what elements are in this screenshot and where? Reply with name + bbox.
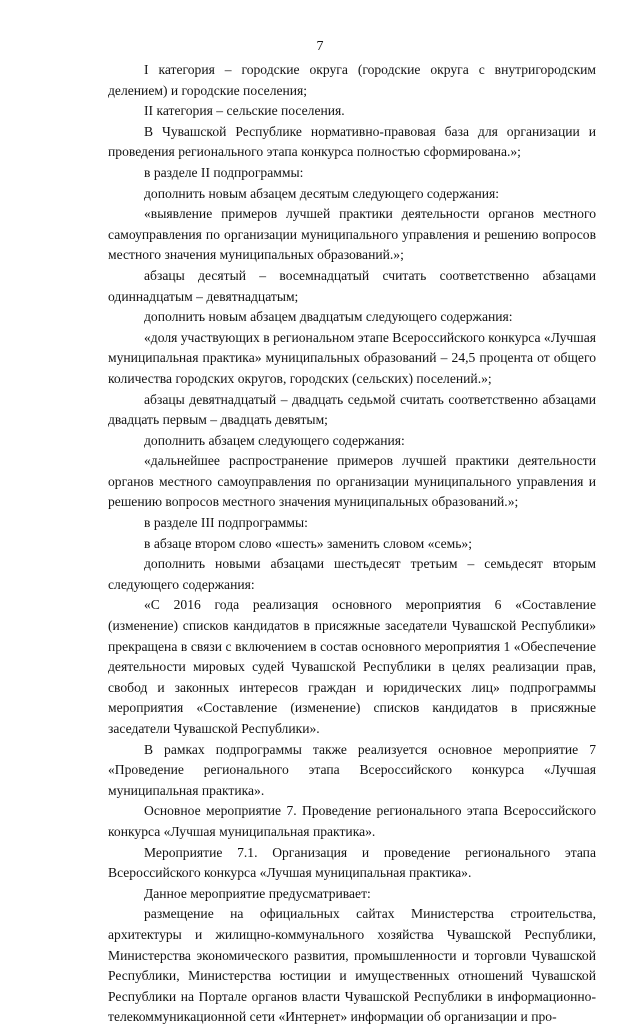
paragraph: «доля участвующих в региональном этапе Всероссийского конкурса «Лучшая муниципальная практика» муниципальных образований – 24,5 процента от общего количества городских округов, городских (сельских) поселений.»; bbox=[108, 329, 596, 386]
paragraph: дополнить новым абзацем двадцатым следующего содержания: bbox=[144, 309, 513, 325]
paragraph: абзацы десятый – восемнадцатый считать соответственно абзацами одиннадцатым – девятнадцатым; bbox=[108, 267, 596, 304]
paragraph: «дальнейшее распространение примеров лучшей практики деятельности органов местного самоуправления по организации муниципального управления и решению вопросов местного значения муниципальных образований.»; bbox=[108, 453, 596, 510]
document-body bbox=[108, 60, 596, 1028]
paragraph: размещение на официальных сайтах Министерства строительства, архитектуры и жилищно-коммунального хозяйства Чувашской Республики, Министерства экономического развития, промышленности и торговли Чувашской Республики, Министерства юстиции и имущественных отношений Чувашской Республики на Портале органов власти Чувашской Республики в информационно-телекоммуникационной сети «Интернет» информации об организации и про- bbox=[108, 906, 596, 1025]
paragraph: абзацы девятнадцатый – двадцать седьмой считать соответственно абзацами двадцать первым – двадцать девятым; bbox=[108, 391, 596, 428]
paragraph: В рамках подпрограммы также реализуется основное мероприятие 7 «Проведение регионального этапа Всероссийского конкурса «Лучшая муниципальная практика». bbox=[108, 741, 596, 798]
paragraph: II категория – сельские поселения. bbox=[144, 103, 345, 119]
paragraph: дополнить абзацем следующего содержания: bbox=[144, 432, 405, 448]
paragraph: Данное мероприятие предусматривает: bbox=[144, 885, 371, 901]
paragraph: дополнить новыми абзацами шестьдесят третьим – семьдесят вторым следующего содержания: bbox=[108, 556, 596, 592]
paragraph: в разделе III подпрограммы: bbox=[144, 515, 308, 531]
paragraph: дополнить новым абзацем десятым следующего содержания: bbox=[144, 185, 500, 201]
paragraph: в абзаце втором слово «шесть» заменить словом «семь»; bbox=[144, 535, 473, 551]
paragraph: «выявление примеров лучшей практики деятельности органов местного самоуправления по организации муниципального управления и решению вопросов местного значения муниципальных образований.»; bbox=[108, 206, 596, 263]
paragraph: В Чувашской Республике нормативно-правовая база для организации и проведения регионального этапа конкурса полностью сформирована.»; bbox=[108, 123, 596, 160]
page-number: 7 bbox=[316, 39, 324, 54]
paragraph: «С 2016 года реализация основного мероприятия 6 «Составление (изменение) списков кандидатов в присяжные заседатели Чувашской Республики» прекращена в связи с включением в состав основного мероприятия 1 «Обеспечение деятельности мировых судей Чувашской Республики в целях реализации прав, свобод и законных интересов граждан и юридических лиц» подпрограммы мероприятия «Составление (изменение) списков кандидатов в присяжные заседатели Чувашской Республики». bbox=[108, 597, 596, 736]
paragraph: в разделе II подпрограммы: bbox=[144, 164, 304, 180]
paragraph: Основное мероприятие 7. Проведение регионального этапа Всероссийского конкурса «Лучшая муниципальная практика». bbox=[108, 803, 596, 839]
paragraph: Мероприятие 7.1. Организация и проведение регионального этапа Всероссийского конкурса «Лучшая муниципальная практика». bbox=[108, 844, 596, 881]
paragraph: I категория – городские округа (городские округа с внутригородским делением) и городские поселения; bbox=[108, 62, 596, 98]
